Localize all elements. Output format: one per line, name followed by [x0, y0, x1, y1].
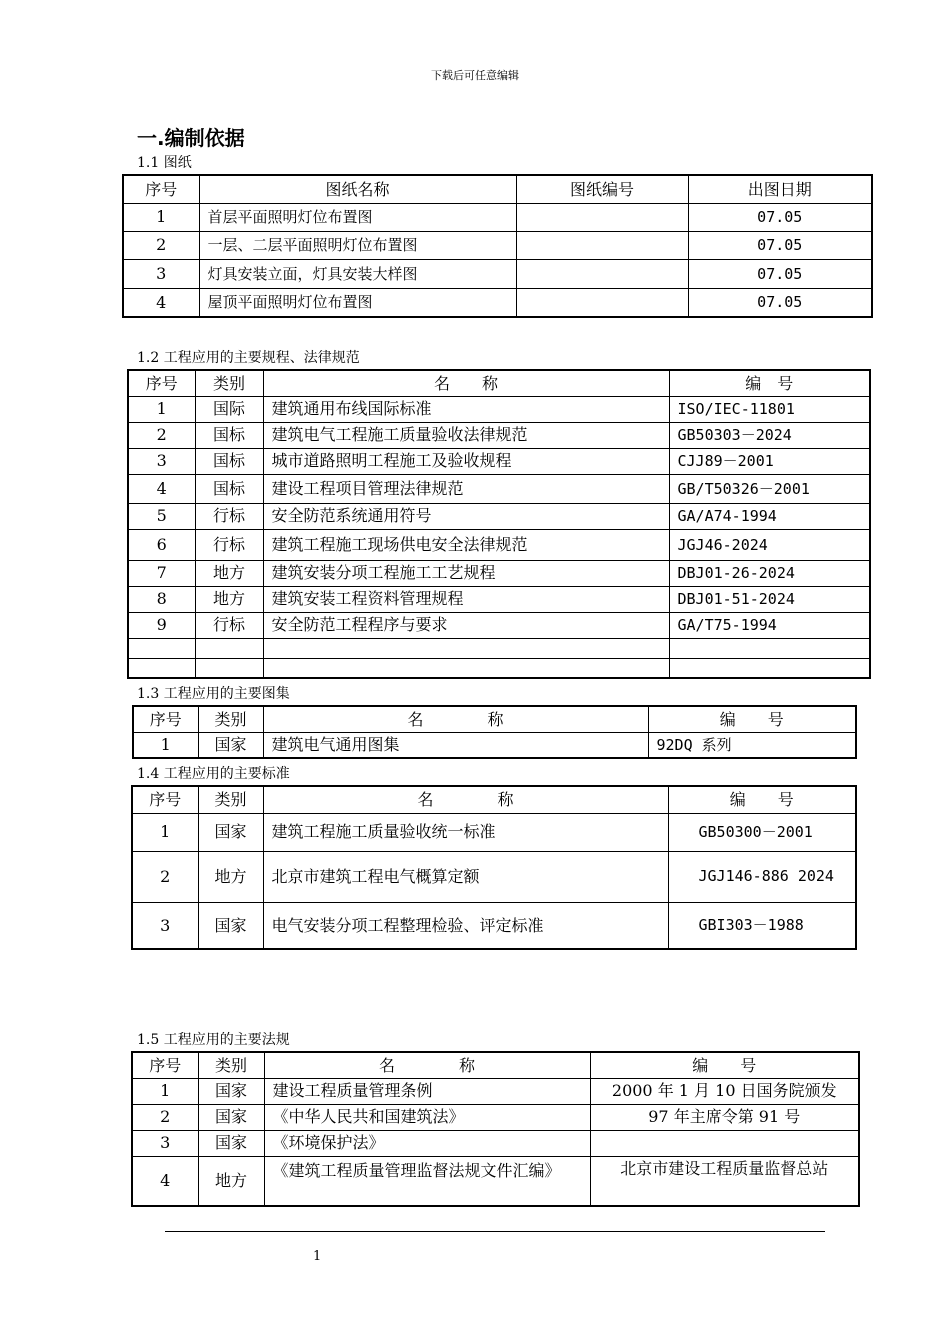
cell-index: 2: [123, 231, 199, 259]
header-cell: 序号: [132, 786, 198, 813]
cell-code: ISO/IEC-11801: [669, 396, 870, 422]
cell-category: 行标: [195, 529, 263, 560]
table-row: [133, 732, 856, 758]
cell-index: 3: [132, 1130, 198, 1156]
cell-index: 3: [132, 902, 198, 949]
cell-code: 92DQ 系列: [648, 732, 856, 758]
table-row: [128, 529, 870, 560]
table-row: [132, 1156, 859, 1206]
cell-index: 2: [128, 422, 195, 448]
cell-name: 建设工程项目管理法律规范: [263, 474, 669, 503]
section-title-atlas: 1.3 工程应用的主要图集: [137, 686, 290, 702]
cell-category: 国际: [195, 396, 263, 422]
section-title-drawings: 1.1 图纸: [137, 155, 192, 171]
cell-name: 城市道路照明工程施工及验收规程: [263, 448, 669, 474]
cell-index: 1: [132, 813, 198, 851]
cell-code: GA/A74-1994: [669, 503, 870, 529]
table-row: [132, 1130, 859, 1156]
cell-name: 北京市建筑工程电气概算定额: [263, 851, 668, 902]
header-cell: 出图日期: [688, 175, 872, 203]
cell-code: DBJ01-51-2024: [669, 586, 870, 612]
document-title: 一.编制依据: [137, 126, 245, 150]
table-row: [123, 259, 872, 288]
header-cell: 序号: [132, 1052, 198, 1078]
header-cell: 名 称: [264, 1052, 590, 1078]
cell-code: JGJ46-2024: [669, 529, 870, 560]
cell-code: GB50300－2001: [668, 813, 856, 851]
cell-index: 4: [123, 288, 199, 317]
header-cell: 类别: [198, 1052, 264, 1078]
cell-code: CJJ89－2001: [669, 448, 870, 474]
cell-name: 建筑工程施工质量验收统一标准: [263, 813, 668, 851]
atlas-table: [132, 705, 857, 759]
header-cell: 类别: [198, 786, 263, 813]
header-cell: 名 称: [263, 706, 648, 732]
cell-empty: [195, 658, 263, 678]
table-row: [123, 288, 872, 317]
cell-empty: [128, 658, 195, 678]
cell-code: JGJ146-886 2024: [668, 851, 856, 902]
cell-category: 国家: [198, 1078, 264, 1104]
cell-name: 一层、二层平面照明灯位布置图: [199, 231, 516, 259]
cell-empty: [669, 638, 870, 658]
cell-index: 1: [132, 1078, 198, 1104]
table-row: [123, 231, 872, 259]
cell-empty: [669, 658, 870, 678]
cell-category: 地方: [195, 560, 263, 586]
cell-category: 国标: [195, 422, 263, 448]
cell-name: 《建筑工程质量管理监督法规文件汇编》: [264, 1156, 590, 1206]
header-cell: 类别: [198, 706, 263, 732]
cell-index: 3: [123, 259, 199, 288]
cell-index: 3: [128, 448, 195, 474]
table-header-row: [128, 370, 870, 396]
cell-code: GA/T75-1994: [669, 612, 870, 638]
cell-name: 《环境保护法》: [264, 1130, 590, 1156]
section-title-regulations: 1.2 工程应用的主要规程、法律规范: [137, 350, 360, 366]
header-cell: 序号: [123, 175, 199, 203]
cell-category: 地方: [198, 851, 263, 902]
table-row: [128, 586, 870, 612]
cell-index: 1: [123, 203, 199, 231]
cell-name: 建筑电气工程施工质量验收法律规范: [263, 422, 669, 448]
table-row: [128, 474, 870, 503]
table-row: [128, 560, 870, 586]
cell-date: 07.05: [688, 203, 872, 231]
cell-name: 建筑安装工程资料管理规程: [263, 586, 669, 612]
table-row-empty: [128, 638, 870, 658]
cell-code: GB50303－2024: [669, 422, 870, 448]
header-cell: 图纸编号: [516, 175, 688, 203]
cell-category: 国家: [198, 902, 263, 949]
table-header-row: [132, 1052, 859, 1078]
cell-index: 5: [128, 503, 195, 529]
header-note: 下载后可任意编辑: [431, 69, 519, 82]
cell-category: 行标: [195, 503, 263, 529]
header-cell: 序号: [133, 706, 198, 732]
cell-index: 1: [133, 732, 198, 758]
table-row: [123, 203, 872, 231]
cell-name: 建筑通用布线国际标准: [263, 396, 669, 422]
cell-category: 国家: [198, 813, 263, 851]
table-header-row: [133, 706, 856, 732]
cell-code: GB/T50326－2001: [669, 474, 870, 503]
cell-name: 电气安装分项工程整理检验、评定标准: [263, 902, 668, 949]
cell-index: 8: [128, 586, 195, 612]
cell-name: 建筑工程施工现场供电安全法律规范: [263, 529, 669, 560]
table-row: [128, 503, 870, 529]
header-cell: 图纸名称: [199, 175, 516, 203]
cell-name: 首层平面照明灯位布置图: [199, 203, 516, 231]
cell-empty: [195, 638, 263, 658]
header-cell: 名 称: [263, 786, 668, 813]
cell-number: [516, 203, 688, 231]
cell-category: 国标: [195, 448, 263, 474]
cell-category: 国家: [198, 1104, 264, 1130]
cell-index: 4: [132, 1156, 198, 1206]
cell-category: 国标: [195, 474, 263, 503]
section-title-laws: 1.5 工程应用的主要法规: [137, 1032, 290, 1048]
standards-table: [131, 785, 857, 950]
cell-code: GBI303－1988: [668, 902, 856, 949]
cell-index: 1: [128, 396, 195, 422]
cell-date: 07.05: [688, 231, 872, 259]
table-row: [132, 1078, 859, 1104]
cell-code: 北京市建设工程质量监督总站: [590, 1156, 859, 1206]
regulations-table: [127, 369, 871, 679]
cell-number: [516, 259, 688, 288]
cell-index: 6: [128, 529, 195, 560]
table-row: [128, 448, 870, 474]
cell-empty: [263, 658, 669, 678]
table-row: [132, 902, 856, 949]
header-cell: 编 号: [648, 706, 856, 732]
table-row-empty: [128, 658, 870, 678]
footer-divider: [165, 1231, 825, 1232]
header-cell: 编 号: [590, 1052, 859, 1078]
header-cell: 序号: [128, 370, 195, 396]
page-number: 1: [313, 1249, 322, 1264]
cell-name: 《中华人民共和国建筑法》: [264, 1104, 590, 1130]
cell-index: 4: [128, 474, 195, 503]
header-cell: 编 号: [668, 786, 856, 813]
cell-code: [590, 1130, 859, 1156]
cell-index: 2: [132, 1104, 198, 1130]
cell-number: [516, 231, 688, 259]
cell-code: 2000 年 1 月 10 日国务院颁发: [590, 1078, 859, 1104]
cell-number: [516, 288, 688, 317]
cell-empty: [128, 638, 195, 658]
cell-category: 地方: [195, 586, 263, 612]
cell-category: 国家: [198, 1130, 264, 1156]
cell-name: 屋顶平面照明灯位布置图: [199, 288, 516, 317]
header-cell: 类别: [195, 370, 263, 396]
table-row: [132, 813, 856, 851]
cell-name: 安全防范系统通用符号: [263, 503, 669, 529]
cell-index: 7: [128, 560, 195, 586]
table-header-row: [123, 175, 872, 203]
drawings-table: [122, 174, 873, 318]
cell-category: 行标: [195, 612, 263, 638]
cell-name: 建设工程质量管理条例: [264, 1078, 590, 1104]
header-cell: 名 称: [263, 370, 669, 396]
table-row: [128, 396, 870, 422]
laws-table: [131, 1051, 860, 1207]
cell-category: 国家: [198, 732, 263, 758]
table-row: [128, 422, 870, 448]
table-row: [128, 612, 870, 638]
cell-date: 07.05: [688, 259, 872, 288]
table-row: [132, 1104, 859, 1130]
cell-name: 灯具安装立面，灯具安装大样图: [199, 259, 516, 288]
cell-category: 地方: [198, 1156, 264, 1206]
cell-code: DBJ01-26-2024: [669, 560, 870, 586]
table-row: [132, 851, 856, 902]
cell-name: 安全防范工程程序与要求: [263, 612, 669, 638]
cell-empty: [263, 638, 669, 658]
header-cell: 编 号: [669, 370, 870, 396]
cell-index: 2: [132, 851, 198, 902]
cell-name: 建筑电气通用图集: [263, 732, 648, 758]
cell-index: 9: [128, 612, 195, 638]
cell-code: 97 年主席令第 91 号: [590, 1104, 859, 1130]
cell-date: 07.05: [688, 288, 872, 317]
table-header-row: [132, 786, 856, 813]
cell-name: 建筑安装分项工程施工工艺规程: [263, 560, 669, 586]
section-title-standards: 1.4 工程应用的主要标准: [137, 766, 290, 782]
